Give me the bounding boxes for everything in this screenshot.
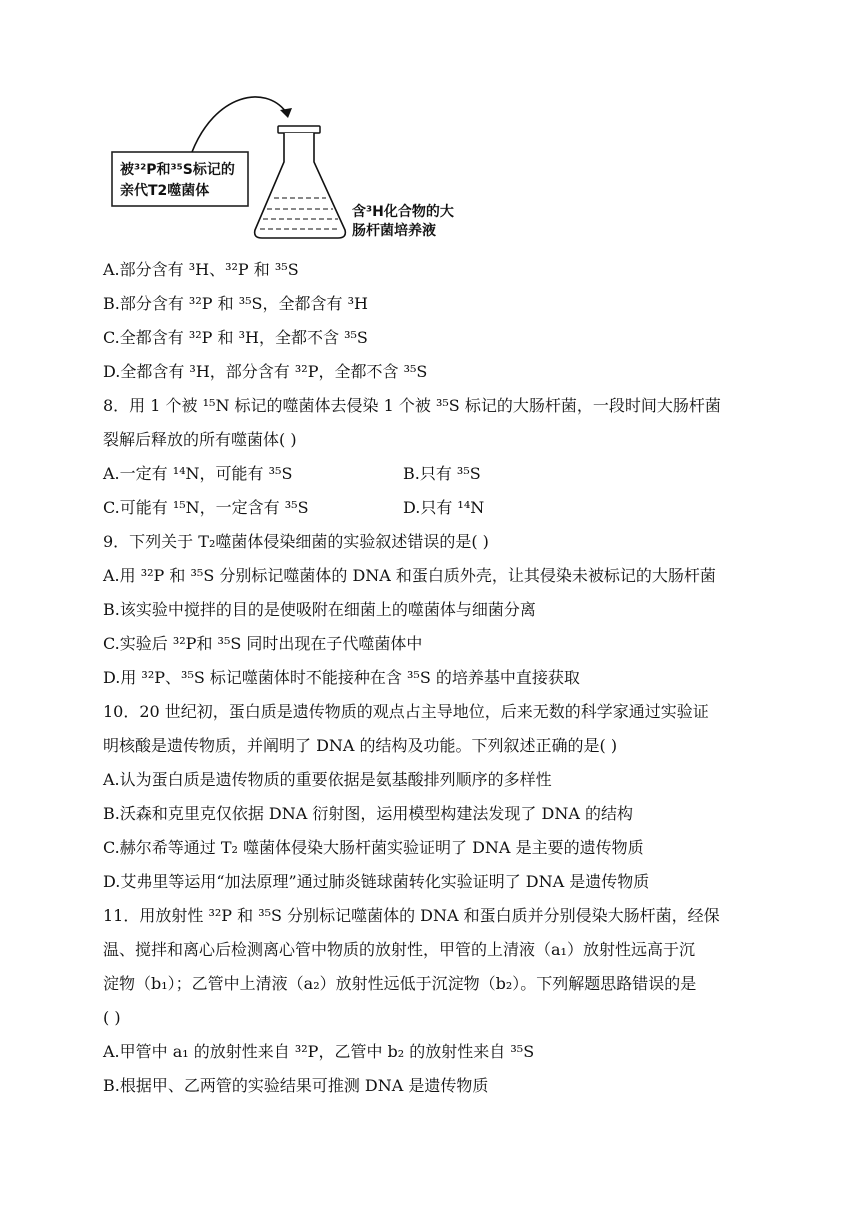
q9-option-b: B.该实验中搅拌的目的是使吸附在细菌上的噬菌体与细菌分离 [103, 600, 536, 619]
q10-option-b: B.沃森和克里克仅依据 DNA 衍射图，运用模型构建法发现了 DNA 的结构 [103, 804, 633, 823]
q10-option-a: A.认为蛋白质是遗传物质的重要依据是氨基酸排列顺序的多样性 [103, 770, 552, 789]
q11-option-b: B.根据甲、乙两管的实验结果可推测 DNA 是遗传物质 [103, 1076, 489, 1095]
q11-option-a: A.甲管中 a₁ 的放射性来自 ³²P，乙管中 b₂ 的放射性来自 ³⁵S [103, 1042, 535, 1061]
flask-stopper [278, 126, 320, 133]
q11-stem-line2: 温、搅拌和离心后检测离心管中物质的放射性，甲管的上清液（a₁）放射性远高于沉 [103, 940, 695, 959]
q10-stem-line1: 10．20 世纪初，蛋白质是遗传物质的观点占主导地位，后来无数的科学家通过实验证 [103, 702, 709, 721]
q7-option-a: A.部分含有 ³H、³²P 和 ³⁵S [103, 260, 299, 279]
transfer-arrow [192, 97, 286, 152]
q11-stem-line1: 11．用放射性 ³²P 和 ³⁵S 分别标记噬菌体的 DNA 和蛋白质并分别侵染大肠杆菌，经保 [103, 906, 720, 925]
q10-stem-line2: 明核酸是遗传物质，并阐明了 DNA 的结构及功能。下列叙述正确的是( ) [103, 736, 618, 755]
q8-option-a: A.一定有 ¹⁴N，可能有 ³⁵S [103, 464, 293, 483]
q8-option-c: C.可能有 ¹⁵N，一定含有 ³⁵S [103, 498, 309, 517]
q11-stem-line3: 淀物（b₁）；乙管中上清液（a₂）放射性远低于沉淀物（b₂）。下列解题思路错误的是 [103, 974, 697, 993]
q9-stem: 9．下列关于 T₂噬菌体侵染细菌的实验叙述错误的是( ) [103, 532, 489, 551]
arrow-head-icon [280, 108, 292, 118]
q8-stem-line2: 裂解后释放的所有噬菌体( ) [103, 430, 297, 449]
q7-option-b: B.部分含有 ³²P 和 ³⁵S，全都含有 ³H [103, 294, 368, 313]
phage-label-line1: 被³²P和³⁵S标记的 [120, 162, 235, 178]
flask-body [255, 133, 346, 238]
q10-option-d: D.艾弗里等运用“加法原理”通过肺炎链球菌转化实验证明了 DNA 是遗传物质 [103, 872, 650, 891]
q8-option-b: B.只有 ³⁵S [403, 464, 481, 483]
q9-option-d: D.用 ³²P、³⁵S 标记噬菌体时不能接种在含 ³⁵S 的培养基中直接获取 [103, 668, 580, 687]
q7-option-c: C.全都含有 ³²P 和 ³H，全都不含 ³⁵S [103, 328, 368, 347]
q8-stem-line1: 8．用 1 个被 ¹⁵N 标记的噬菌体去侵染 1 个被 ³⁵S 标记的大肠杆菌，一段时间大肠杆菌 [103, 396, 721, 415]
experiment-figure [100, 88, 500, 250]
phage-label-line2: 亲代T2噬菌体 [120, 183, 210, 199]
flask-label-line2: 肠杆菌培养液 [352, 223, 436, 239]
q10-option-c: C.赫尔希等通过 T₂ 噬菌体侵染大肠杆菌实验证明了 DNA 是主要的遗传物质 [103, 838, 644, 857]
q9-option-c: C.实验后 ³²P和 ³⁵S 同时出现在子代噬菌体中 [103, 634, 423, 653]
q7-option-d: D.全都含有 ³H，部分含有 ³²P，全都不含 ³⁵S [103, 362, 428, 381]
flask-label-line1: 含³H化合物的大 [352, 204, 454, 220]
q8-option-d: D.只有 ¹⁴N [403, 498, 485, 517]
q9-option-a: A.用 ³²P 和 ³⁵S 分别标记噬菌体的 DNA 和蛋白质外壳，让其侵染未被标记的大肠杆菌 [103, 566, 716, 585]
q11-stem-line4: ( ) [103, 1008, 121, 1027]
